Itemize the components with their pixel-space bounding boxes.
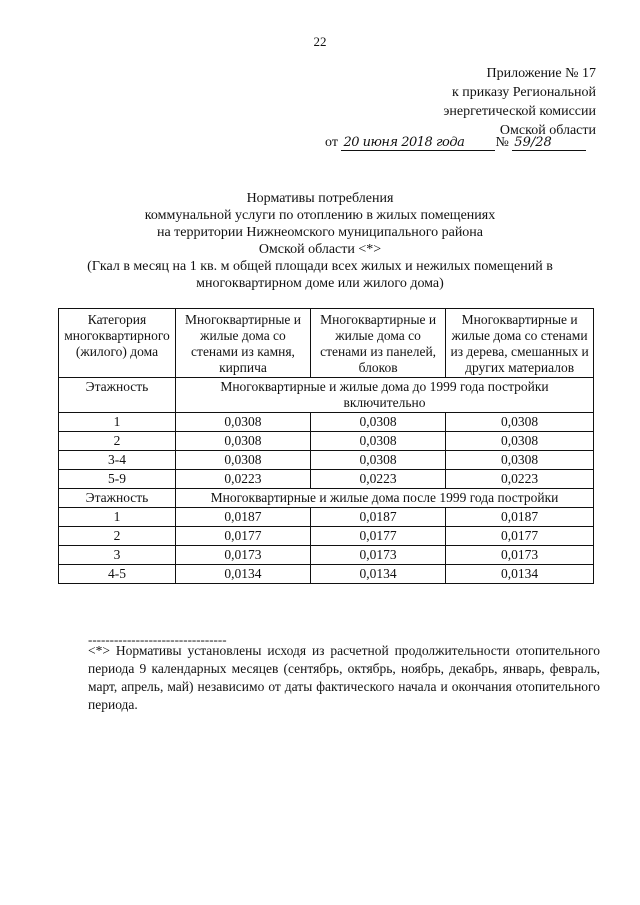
appendix-line: к приказу Региональной <box>451 85 596 100</box>
value-cell: 0,0308 <box>176 451 311 470</box>
floors-cell: 3-4 <box>59 451 176 470</box>
value-cell: 0,0177 <box>446 527 594 546</box>
order-line <box>325 135 586 151</box>
table-row <box>59 432 594 451</box>
section-label: Этажность <box>59 489 176 508</box>
header-stone-brick: Многоквартирные и жилые дома со стенами из камня, кирпича <box>176 309 311 378</box>
table-row <box>59 565 594 584</box>
table-header-row <box>59 309 594 378</box>
header-wood-mixed: Многоквартирные и жилые дома со стенами из дерева, смешанных и других материалов <box>446 309 594 378</box>
section-row <box>59 489 594 508</box>
title-line: (Гкал в месяц на 1 кв. м общей площади всех жилых и нежилых помещений в <box>87 259 553 274</box>
value-cell: 0,0173 <box>446 546 594 565</box>
value-cell: 0,0308 <box>446 413 594 432</box>
value-cell: 0,0134 <box>310 565 445 584</box>
value-cell: 0,0308 <box>310 451 445 470</box>
value-cell: 0,0223 <box>446 470 594 489</box>
footnote-text: <*> Нормативы установлены исходя из расчетной продолжительности отопительного периода 9 календарных месяцев (сентябрь, октябрь, ноябрь, декабрь, январь, февраль, март, апрель, май) независимо от даты фактического начала и окончания отопительного периода. <box>88 643 600 712</box>
value-cell: 0,0173 <box>310 546 445 565</box>
floors-cell: 4-5 <box>59 565 176 584</box>
title-line: коммунальной услуги по отоплению в жилых помещениях <box>144 208 496 223</box>
table-row <box>59 413 594 432</box>
appendix-line: Омской области <box>499 123 596 138</box>
header-category: Категория многоквартирного (жилого) дома <box>59 309 176 378</box>
value-cell: 0,0308 <box>176 432 311 451</box>
table-row <box>59 470 594 489</box>
value-cell: 0,0187 <box>446 508 594 527</box>
section-label: Этажность <box>59 378 176 413</box>
title-line: многоквартирном доме или жилого дома) <box>196 276 444 291</box>
order-number-label: № <box>495 135 509 150</box>
title-line: Омской области <*> <box>258 242 382 257</box>
value-cell: 0,0134 <box>176 565 311 584</box>
value-cell: 0,0308 <box>310 413 445 432</box>
value-cell: 0,0308 <box>176 413 311 432</box>
table-row <box>59 527 594 546</box>
value-cell: 0,0308 <box>446 432 594 451</box>
floors-cell: 2 <box>59 527 176 546</box>
value-cell: 0,0187 <box>176 508 311 527</box>
value-cell: 0,0173 <box>176 546 311 565</box>
footnote-separator: -------------------------------- <box>88 632 227 647</box>
floors-cell: 3 <box>59 546 176 565</box>
header-panels-blocks: Многоквартирные и жилые дома со стенами из панелей, блоков <box>310 309 445 378</box>
value-cell: 0,0177 <box>310 527 445 546</box>
norms-table <box>58 308 594 584</box>
section-row <box>59 378 594 413</box>
order-number-handwritten: 59/28 <box>512 135 586 151</box>
appendix-block <box>443 64 596 140</box>
floors-cell: 5-9 <box>59 470 176 489</box>
value-cell: 0,0187 <box>310 508 445 527</box>
section-title: Многоквартирные и жилые дома до 1999 года постройки включительно <box>176 378 594 413</box>
title-line: Нормативы потребления <box>246 191 394 206</box>
appendix-line: энергетической комиссии <box>443 104 596 119</box>
value-cell: 0,0308 <box>310 432 445 451</box>
table-row <box>59 546 594 565</box>
title-line: на территории Нижнеомского муниципального района <box>156 225 484 240</box>
floors-cell: 1 <box>59 413 176 432</box>
value-cell: 0,0134 <box>446 565 594 584</box>
table-row <box>59 508 594 527</box>
order-date-handwritten: 20 июня 2018 года <box>341 135 495 151</box>
order-prefix: от <box>325 135 338 150</box>
document-title <box>30 190 610 292</box>
floors-cell: 1 <box>59 508 176 527</box>
floors-cell: 2 <box>59 432 176 451</box>
table-row <box>59 451 594 470</box>
appendix-line: Приложение № 17 <box>486 66 596 81</box>
page-number: 22 <box>313 34 327 49</box>
value-cell: 0,0223 <box>310 470 445 489</box>
value-cell: 0,0308 <box>446 451 594 470</box>
value-cell: 0,0177 <box>176 527 311 546</box>
section-title: Многоквартирные и жилые дома после 1999 года постройки <box>176 489 594 508</box>
value-cell: 0,0223 <box>176 470 311 489</box>
